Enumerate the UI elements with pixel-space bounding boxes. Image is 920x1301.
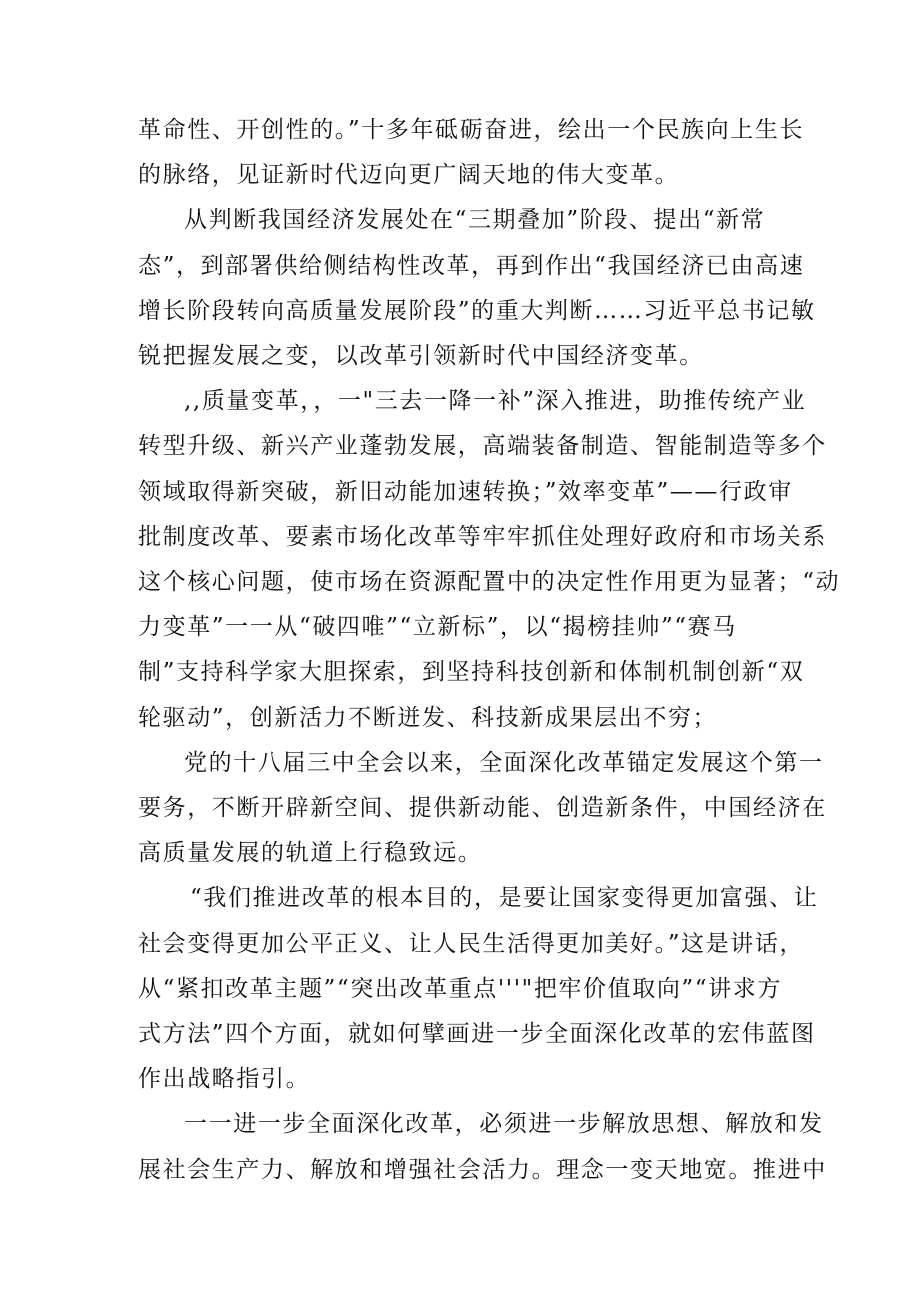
paragraph-4 <box>138 741 827 877</box>
text-line: 的脉络，见证新时代迈向更广阔天地的伟大变革。 <box>138 162 680 189</box>
paragraph-5 <box>138 876 819 1102</box>
text-line: 从判断我国经济发展处在“三期叠加”阶段、提出“新常 <box>184 207 766 234</box>
text-line: 态”，到部署供给侧结构性改革，再到作出“我国经济已由高速 <box>138 252 805 279</box>
text-line: 这个核心问题，使市场在资源配置中的决定性作用更为显著；“动 <box>138 569 841 596</box>
paragraph-6 <box>138 1102 827 1192</box>
text-line: 轮驱动”，创新活力不断迸发、科技新成果层出不穷； <box>138 704 718 731</box>
text-line: 展社会生产力、解放和增强社会活力。理念一变天地宽。推进中 <box>138 1156 827 1183</box>
document-body <box>138 108 841 1193</box>
text-line: 一一进一步全面深化改革，必须进一步解放思想、解放和发 <box>184 1111 824 1138</box>
text-line: 转型升级、新兴产业蓬勃发展，高端装备制造、智能制造等多个 <box>138 433 827 460</box>
text-line: 锐把握发展之变，以改革引领新时代中国经济变革。 <box>138 343 704 370</box>
text-line: 要务，不断开辟新空间、提供新动能、创造新条件，中国经济在 <box>138 795 827 822</box>
text-line: 式方法”四个方面，就如何擘画进一步全面深化改革的宏伟蓝图 <box>138 1021 816 1048</box>
text-line: 从“紧扣改革主题”“突出改革重点'''"把牢价值取向”“讲求方 <box>138 975 782 1002</box>
text-line: 革命性、开创性的。”十多年砥砺奋进，绘出一个民族向上生长 <box>138 117 805 143</box>
text-line: “我们推进改革的根本目的，是要让国家变得更加富强、让 <box>190 885 819 912</box>
paragraph-1 <box>138 108 805 198</box>
text-line: 增长阶段转向高质量发展阶段”的重大判断……习近平总书记敏 <box>138 297 816 324</box>
text-line: 作出战略指引。 <box>138 1066 311 1093</box>
paragraph-2 <box>138 198 816 379</box>
text-line: 制”支持科学家大胆探索，到坚持科技创新和体制机制创新“双 <box>138 659 805 686</box>
text-line: ,,质量变革，，一"三去一降一补”深入推进，助推传统产业 <box>184 388 807 415</box>
text-line: 领域取得新突破，新旧动能加速转换；”效率变革”——行政审 <box>138 478 793 505</box>
text-line: 党的十八届三中全会以来，全面深化改革锚定发展这个第一 <box>184 749 824 776</box>
paragraph-3 <box>138 379 841 741</box>
text-line: 力变革”一一从“破四唯”“立新标”，以“揭榜挂帅”“赛马 <box>138 614 737 641</box>
text-line: 批制度改革、要素市场化改革等牢牢抓住处理好政府和市场关系 <box>138 523 827 550</box>
text-line: 高质量发展的轨道上行稳致远。 <box>138 840 483 867</box>
text-line: 社会变得更加公平正义、让人民生活得更加美好。”这是讲话， <box>138 930 805 957</box>
